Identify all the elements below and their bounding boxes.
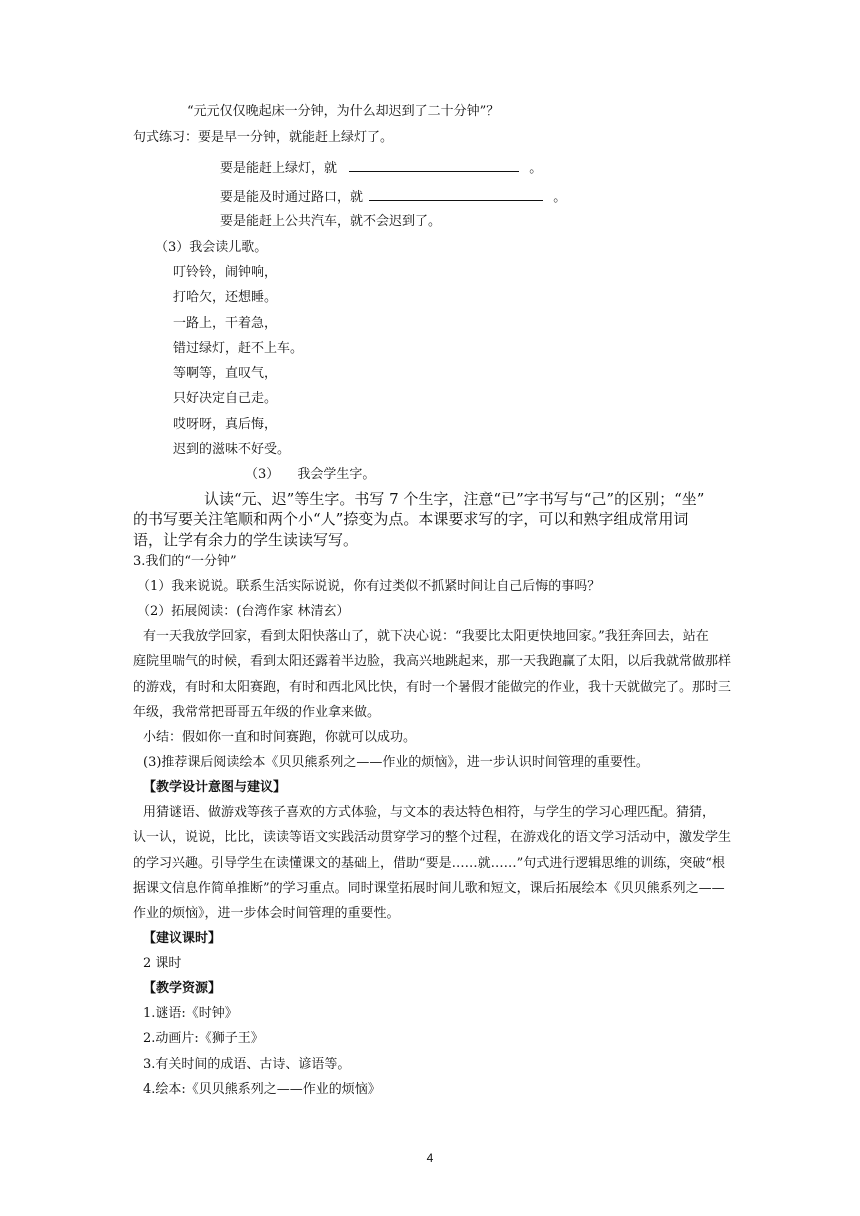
resource-item: 1.谜语:《时钟》: [143, 1006, 238, 1021]
page-number: 4: [426, 1151, 434, 1165]
poem-line: 打哈欠，还想睡。: [173, 290, 278, 305]
practice-item-2: [220, 188, 566, 206]
answer-blank-1[interactable]: [349, 159, 519, 172]
poem-line: 叮铃铃，闹钟响，: [173, 265, 278, 280]
poem-line: 错过绿灯，赶不上车。: [173, 341, 304, 356]
body-paragraph-line: 语，让学有余力的学生读读写写。: [133, 531, 359, 549]
summary-line: 小结：假如你一直和时间赛跑，你就可以成功。: [143, 730, 417, 745]
reading-paragraph-line: 年级，我常常把哥哥五年级的作业拿来做。: [133, 705, 381, 720]
practice-item-1: [220, 159, 542, 177]
section-heading-resources: 【教学资源】: [143, 981, 222, 996]
recommendation-line: (3)推荐课后阅读绘本《贝贝熊系列之——作业的烦恼》，进一步认识时间管理的重要性。: [143, 755, 649, 770]
design-paragraph-line: 用猜谜语、做游戏等孩子喜欢的方式体验，与文本的表达特色相符，与学生的学习心理匹配。猜猜，: [143, 805, 716, 820]
design-paragraph-line: 认一认，说说，比比，读读等语文实践活动贯穿学习的整个过程，在游戏化的语文学习活动中，激发学生: [133, 830, 732, 845]
practice-item-3: 要是能赶上公共汽车，就不会迟到了。: [220, 214, 442, 229]
sentence-practice: 句式练习：要是早一分钟，就能赶上绿灯了。: [133, 130, 394, 145]
reading-paragraph-line: 的游戏，有时和太阳赛跑，有时和西北风比快，有时一个暑假才能做完的作业，我十天就做完了。那时三: [133, 680, 732, 695]
activity-line: （2）拓展阅读：(台湾作家 林清玄）: [137, 604, 350, 619]
answer-blank-2[interactable]: [369, 188, 543, 201]
practice-item-2-text: 要是能及时通过路口，就: [220, 190, 364, 205]
resource-item: 2.动画片:《狮子王》: [143, 1031, 264, 1046]
design-paragraph-line: 作业的烦恼》，进一步体会时间管理的重要性。: [133, 906, 400, 921]
section-heading-nursery-rhyme: （3）我会读儿歌。: [155, 240, 268, 255]
body-paragraph-line: 认读“元、迟”等生字。书写 7 个生字，注意“已”字书写与“己”的区别；“坐”: [204, 490, 705, 508]
section-heading-class-hours: 【建议课时】: [143, 931, 222, 946]
resource-item: 4.绘本:《贝贝熊系列之——作业的烦恼》: [143, 1082, 381, 1097]
poem-line: 只好决定自己走。: [173, 391, 278, 406]
class-hours-value: 2 课时: [143, 956, 182, 971]
section-number: （3）: [245, 467, 280, 482]
question-line: “元元仅仅晚起床一分钟，为什么却迟到了二十分钟”？: [187, 104, 500, 119]
reading-paragraph-line: 有一天我放学回家，看到太阳快落山了，就下决心说：“我要比太阳更快地回家。”我狂奔回去，站在: [143, 629, 709, 644]
reading-paragraph-line: 庭院里喘气的时候，看到太阳还露着半边脸，我高兴地跳起来，那一天我跑赢了太阳，以后我就常做那样: [133, 654, 732, 669]
poem-line: 一路上，干着急，: [173, 316, 278, 331]
body-paragraph-line: 的书写要关注笔顺和两个小“人”捺变为点。本课要求写的字，可以和熟字组成常用词: [133, 510, 689, 528]
section-heading-new-characters: [245, 467, 375, 483]
section-title: 我会学生字。: [297, 467, 376, 482]
section-heading-design-intent: 【教学设计意图与建议】: [143, 780, 287, 795]
practice-item-1-end: 。: [529, 161, 543, 176]
section-heading-one-minute: 3.我们的“一分钟”: [133, 554, 237, 569]
practice-item-1-text: 要是能赶上绿灯，就: [220, 161, 338, 176]
design-paragraph-line: 据课文信息作简单推断”的学习重点。同时课堂拓展时间儿歌和短文，课后拓展绘本《贝贝熊系列之——: [133, 881, 725, 896]
poem-line: 等啊等，直叹气，: [173, 366, 278, 381]
practice-item-2-end: 。: [553, 190, 567, 205]
poem-line: 哎呀呀，真后悔，: [173, 417, 278, 432]
activity-line: （1）我来说说。联系生活实际说说，你有过类似不抓紧时间让自己后悔的事吗？: [137, 579, 601, 594]
resource-item: 3.有关时间的成语、古诗、谚语等。: [143, 1057, 351, 1072]
poem-line: 迟到的滋味不好受。: [173, 442, 291, 457]
design-paragraph-line: 的学习兴趣。引导学生在读懂课文的基础上，借助“要是……就……”句式进行逻辑思维的训练，突破“根: [133, 856, 725, 871]
